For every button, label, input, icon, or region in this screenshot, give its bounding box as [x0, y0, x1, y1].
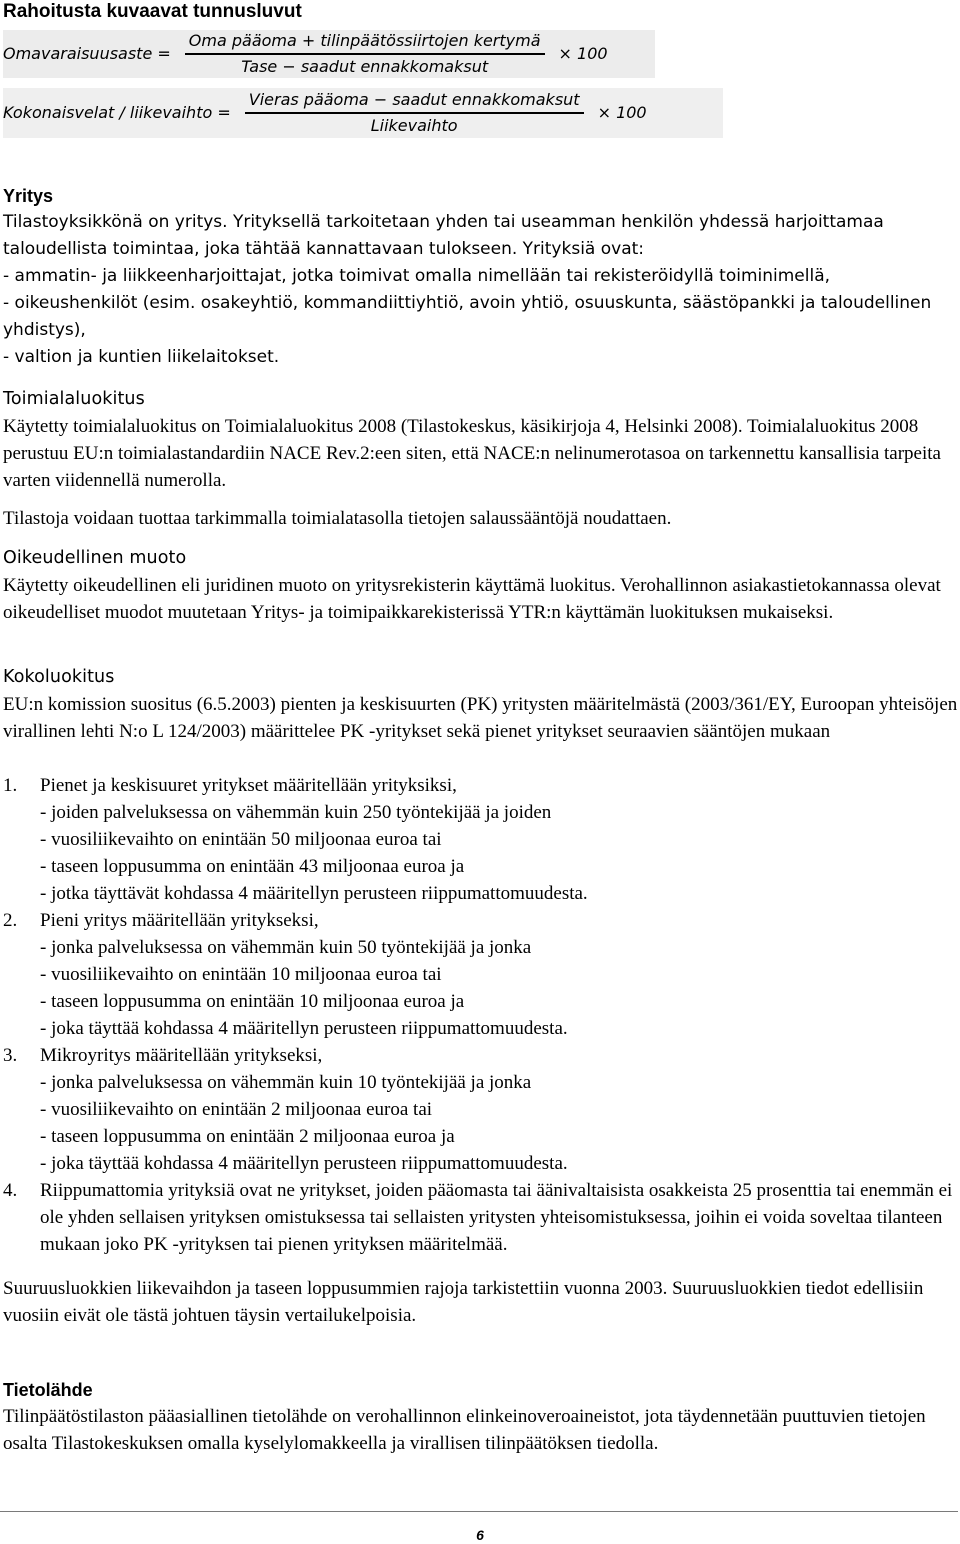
section-heading: Yritys — [3, 186, 54, 206]
formula-multiplier: × 100 — [597, 103, 647, 122]
formula-numerator: Vieras pääoma − saadut ennakkomaksut — [245, 90, 584, 114]
formula-debt-to-revenue — [3, 88, 723, 138]
list-item — [3, 907, 958, 1042]
section-paragraph: Käytetty toimialaluokitus on Toimialaluokitus 2008 (Tilastokeskus, käsikirjoja 4, Helsinki 2008). Toimialaluokitus 2008 perustuu EU:n toimialastandardiin NACE Rev.2:een siten, että NACE:n nelinumerotasoa on tarkennettu kansallisia tarpeita varten viidennellä numerolla. — [3, 416, 941, 491]
formula-fraction — [185, 31, 545, 77]
section-kokoluokitus — [3, 664, 958, 1329]
list-item: - ammatin- ja liikkeenharjoittajat, jotka toimivat omalla nimellään tai rekisteröidyllä toiminimellä, — [3, 266, 831, 286]
list-line: - vuosiliikevaihto on enintään 2 miljoonaa euroa tai — [40, 1099, 433, 1120]
list-item — [3, 1177, 958, 1258]
section-paragraph: Tilastoja voidaan tuottaa tarkimmalla toimialatasolla tietojen salaussääntöjä noudattaen. — [3, 508, 672, 529]
list-item: - valtion ja kuntien liikelaitokset. — [3, 347, 280, 367]
list-line: - joka täyttää kohdassa 4 määritellyn perusteen riippumattomuudesta. — [40, 1018, 568, 1039]
list-line: - taseen loppusumma on enintään 43 miljoonaa euroa ja — [40, 856, 465, 877]
list-item — [3, 772, 958, 907]
size-class-list — [3, 772, 958, 1258]
formula-equity-ratio — [3, 30, 655, 78]
section-tietolahde — [3, 1377, 958, 1457]
list-line: - jotka täyttävät kohdassa 4 määritellyn perusteen riippumattomuudesta. — [40, 883, 588, 904]
section-paragraph: Tilastoyksikkönä on yritys. Yrityksellä tarkoitetaan yhden tai useamman henkilön yhdessä harjoittamaa taloudellista toimintaa, joka tähtää kannattavaan tulokseen. Yrityksiä ovat: — [3, 212, 884, 259]
list-line: Mikroyritys määritellään yritykseksi, — [40, 1045, 323, 1066]
formula-denominator: Liikevaihto — [370, 116, 458, 135]
list-number: 4. — [3, 1180, 18, 1201]
section-oikeudellinen-muoto — [3, 545, 958, 626]
footer-divider — [0, 1511, 958, 1512]
list-number: 2. — [3, 910, 18, 931]
list-line: - vuosiliikevaihto on enintään 50 miljoonaa euroa tai — [40, 829, 442, 850]
section-paragraph: Tilinpäätöstilaston pääasiallinen tietolähde on verohallinnon elinkeinoveroaineistot, jota täydennetään puuttuvien tietojen osalta Tilastokeskuksen omalla kyselylomakkeella ja virallisen tilinpäätöksen tiedolla. — [3, 1406, 926, 1454]
section-paragraph: Käytetty oikeudellinen eli juridinen muoto on yritysrekisterin käyttämä luokitus. Verohallinnon asiakastietokannassa olevat oikeudelliset muodot muutetaan Yritys- ja toimipaikkarekisterissä YTR:n käyttämän luokituksen mukaiseksi. — [3, 575, 941, 623]
formula-multiplier: × 100 — [558, 44, 608, 63]
formula-denominator: Tase − saadut ennakkomaksut — [241, 57, 489, 76]
document-page — [3, 0, 958, 1454]
section-note: Suuruusluokkien liikevaihdon ja taseen loppusummien rajoja tarkistettiin vuonna 2003. Suuruusluokkien tiedot edellisiin vuosiin eivät ole tästä johtuen täysin vertailukelpoisia. — [3, 1278, 924, 1326]
page-number: 6 — [476, 1527, 484, 1543]
section-heading: Tietolähde — [3, 1380, 93, 1400]
formula-numerator: Oma pääoma + tilinpäätössiirtojen kertymä — [185, 31, 545, 55]
formula-lhs: Omavaraisuusaste = — [3, 44, 171, 63]
list-line: Pieni yritys määritellään yritykseksi, — [40, 910, 319, 931]
section-heading: Toimialaluokitus — [3, 389, 145, 409]
formula-fraction — [245, 90, 584, 136]
list-line: Pienet ja keskisuuret yritykset määritellään yrityksiksi, — [40, 775, 457, 796]
list-number: 1. — [3, 775, 18, 796]
section-yritys — [3, 183, 958, 371]
formula-lhs: Kokonaisvelat / liikevaihto = — [3, 103, 231, 122]
list-item: - oikeushenkilöt (esim. osakeyhtiö, kommandiittiyhtiö, avoin yhtiö, osuuskunta, säästöpankki ja taloudellinen yhdistys), — [3, 293, 932, 340]
list-line: - taseen loppusumma on enintään 2 miljoonaa euroa ja — [40, 1126, 455, 1147]
list-line: - taseen loppusumma on enintään 10 miljoonaa euroa ja — [40, 991, 465, 1012]
list-line: - joiden palveluksessa on vähemmän kuin 250 työntekijää ja joiden — [40, 802, 552, 823]
list-line: - jonka palveluksessa on vähemmän kuin 50 työntekijää ja jonka — [40, 937, 532, 958]
list-line: - jonka palveluksessa on vähemmän kuin 10 työntekijää ja jonka — [40, 1072, 532, 1093]
list-number: 3. — [3, 1045, 18, 1066]
section-paragraph: EU:n komission suositus (6.5.2003) pienten ja keskisuurten (PK) yritysten määritelmästä (2003/361/EY, Euroopan yhteisöjen virallinen lehti N:o L 124/2003) määrittelee PK -yritykset sekä pienet yritykset seuraavien sääntöjen mukaan — [3, 694, 958, 742]
section-heading: Oikeudellinen muoto — [3, 548, 187, 568]
list-line: Riippumattomia yrityksiä ovat ne yritykset, joiden pääomasta tai äänivaltaisista osakkeista 25 prosenttia tai enemmän ei ole yhden sellaisen yrityksen omistuksessa tai sellaisten yritysten yhteisomistuksessa, joihin ei voida soveltaa tilanteen mukaan joko PK -yrityksen tai pienen yrityksen määritelmää. — [40, 1180, 953, 1255]
section-toimialaluokitus — [3, 386, 958, 532]
list-item — [3, 1042, 958, 1177]
page-title: Rahoitusta kuvaavat tunnusluvut — [3, 1, 302, 22]
section-heading: Kokoluokitus — [3, 667, 115, 687]
list-line: - joka täyttää kohdassa 4 määritellyn perusteen riippumattomuudesta. — [40, 1153, 568, 1174]
list-line: - vuosiliikevaihto on enintään 10 miljoonaa euroa tai — [40, 964, 442, 985]
